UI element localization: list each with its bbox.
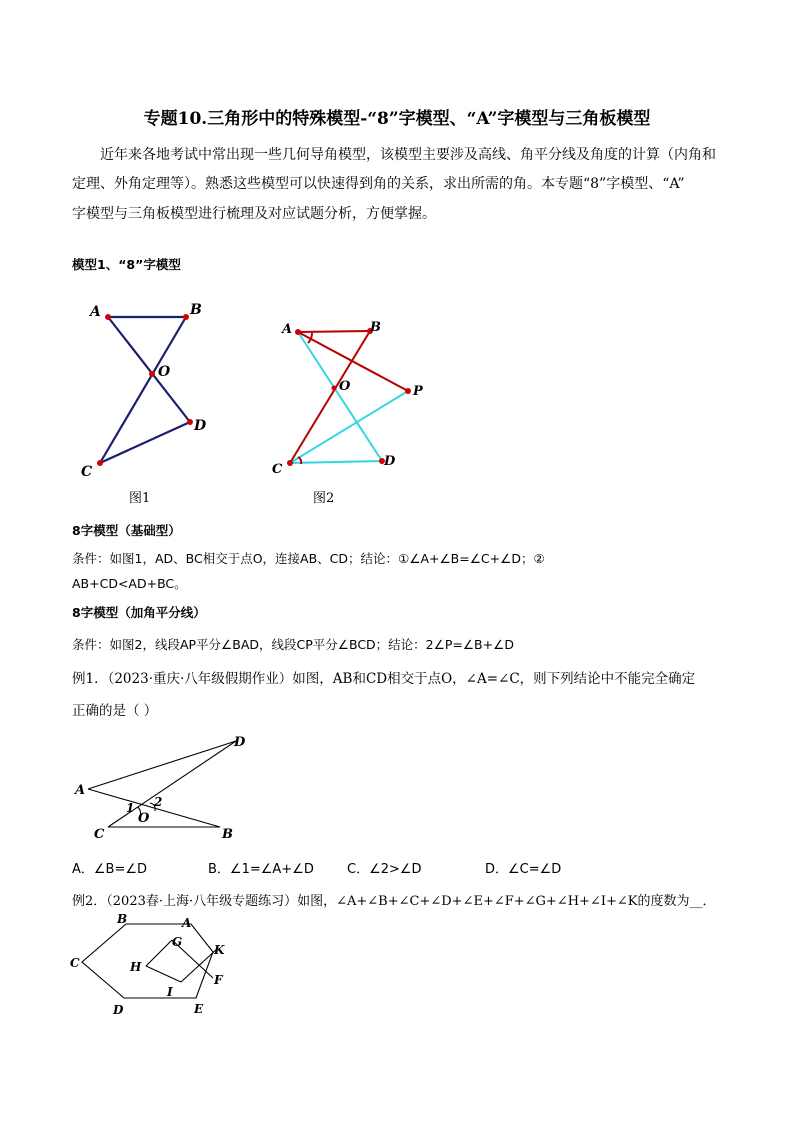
ex1-label-d: D [234,735,246,750]
fig2-label-o: O [339,379,351,394]
fig2-label-b: B [370,320,381,335]
ex2-label-i: I [167,985,173,999]
example1-option-b[interactable]: B．∠1=∠A+∠D [208,862,314,877]
fig1-label-c: C [81,464,93,480]
bisector-condition: 条件：如图2，线段AP平分∠BAD，线段CP平分∠BCD；结论：2∠P=∠B+∠D [72,637,514,652]
ex2-label-e: E [194,1002,204,1016]
fig1-label-a: A [90,304,101,320]
figure-2-diagram [268,315,428,480]
basic-condition-line-1: 条件：如图1，AD、BC相交于点O，连接AB、CD；结论：①∠A+∠B=∠C+∠D；② [72,551,545,566]
ex2-label-c: C [70,956,80,970]
figure-2-caption: 图2 [313,491,335,506]
example1-diagram [70,732,250,840]
fig1-label-d: D [194,418,207,434]
intro-line-3: 字模型与三角板模型进行梳理及对应试题分析，方便掌握。 [72,206,436,222]
ex2-label-d: D [113,1003,124,1017]
basic-heading: 8字模型（基础型） [72,523,181,538]
intro-line-1: 近年来各地考试中常出现一些几何导角模型，该模型主要涉及高线、角平分线及角度的计算（内角和 [100,147,716,163]
ex2-label-f: F [214,973,223,987]
fig2-label-c: C [272,462,283,477]
ex1-angle-2: 2 [154,795,163,809]
figure-1-caption: 图1 [129,491,151,506]
ex2-label-a: A [182,916,192,930]
intro-line-2: 定理、外角定理等）。熟悉这些模型可以快速得到角的关系，求出所需的角。本专题“8”字模型、“A” [72,176,685,192]
basic-condition-line-2: AB+CD<AD+BC。 [72,576,187,591]
page-title: 专题10.三角形中的特殊模型-“8”字模型、“A”字模型与三角板模型 [143,109,651,129]
fig1-label-o: O [158,364,171,380]
model1-heading: 模型1、“8”字模型 [72,257,181,272]
ex2-label-b: B [117,912,128,926]
example2-diagram [66,910,246,1022]
ex1-label-o: O [138,811,150,826]
example1-option-c[interactable]: C．∠2>∠D [347,862,422,877]
fig2-label-d: D [384,454,396,469]
ex1-label-b: B [222,827,233,840]
bisector-heading: 8字模型（加角平分线） [72,605,206,620]
ex1-label-a: A [75,783,86,798]
fig1-label-b: B [190,302,202,318]
example1-question-line-2: 正确的是（ ） [72,703,158,719]
example1-option-a[interactable]: A．∠B=∠D [72,862,148,877]
example1-option-d[interactable]: D．∠C=∠D [485,862,562,877]
figure-1-diagram [70,295,230,485]
ex1-angle-1: 1 [126,801,135,815]
example2-question: 例2．（2023春·上海·八年级专题练习）如图，∠A+∠B+∠C+∠D+∠E+∠F+∠G+∠H+∠I+∠K的度数为__． [72,894,716,909]
ex2-label-h: H [130,960,142,974]
ex2-label-k: K [214,943,225,957]
example1-question-line-1: 例1．（2023·重庆·八年级假期作业）如图，AB和CD相交于点O，∠A=∠C，则下列结论中不能完全确定 [72,671,696,687]
fig2-label-p: P [413,384,423,399]
ex1-label-c: C [94,827,105,840]
ex2-label-g: G [172,935,183,949]
fig2-label-a: A [282,322,293,337]
